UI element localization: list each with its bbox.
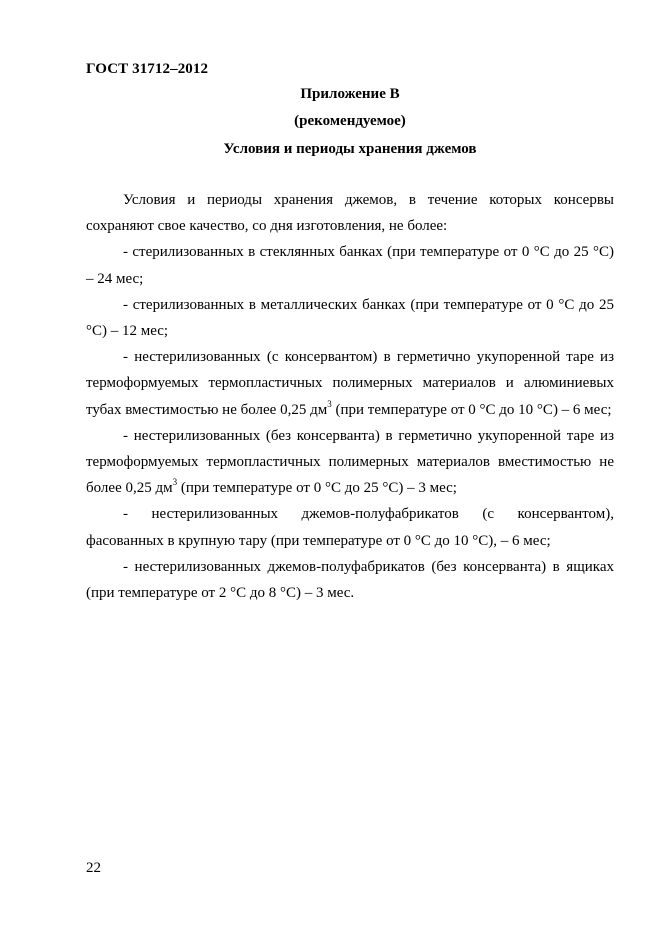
intro-paragraph: Условия и периоды хранения джемов, в течение которых консервы сохраняют свое качество, со дня изготовления, не более: bbox=[86, 192, 614, 235]
document-code: ГОСТ 31712–2012 bbox=[86, 61, 209, 77]
superscript-exponent: 3 bbox=[327, 398, 332, 409]
body-text bbox=[86, 187, 614, 606]
appendix-title: Условия и периоды хранения джемов bbox=[223, 141, 477, 157]
list-item-text: - стерилизованных в стеклянных банках (при температуре от 0 °С до 25 °С) – 24 мес; bbox=[86, 244, 614, 287]
list-item-text: - нестерилизованных джемов-полуфабрикатов (с консервантом), фасованных в крупную тару (при температуре от 0 °С до 10 °С), – 6 мес; bbox=[86, 506, 614, 549]
list-item bbox=[86, 292, 614, 344]
superscript-exponent: 3 bbox=[172, 477, 178, 488]
list-item-text-continued: (при температуре от 0 °С до 10 °С) – 6 мес; bbox=[331, 401, 612, 418]
list-item bbox=[86, 554, 614, 606]
list-item-text: - нестерилизованных (с консервантом) в герметично укупоренной таре из термоформуемых термопластичных полимерных материалов и алюминиевых тубах вместимостью не более 0,25 дм bbox=[86, 349, 614, 418]
list-item bbox=[86, 344, 614, 423]
page-number: 22 bbox=[86, 860, 101, 876]
appendix-status: (рекомендуемое) bbox=[294, 113, 406, 129]
list-item-text-continued: (при температуре от 0 °С до 25 °С) – 3 мес; bbox=[177, 480, 457, 497]
list-item-text: - нестерилизованных джемов-полуфабрикатов (без консерванта) в ящиках (при температуре от 2 °С до 8 °С) – 3 мес. bbox=[86, 558, 614, 602]
list-item-text: - стерилизованных в металлических банках (при температуре от 0 °С до 25 °С) – 12 мес; bbox=[86, 296, 614, 340]
list-item bbox=[86, 239, 614, 291]
list-item bbox=[86, 501, 614, 553]
list-item-text: - нестерилизованных (без консерванта) в герметично укупоренной таре из термоформуемых термопластичных полимерных материалов вместимостью не более 0,25 дм bbox=[86, 427, 614, 497]
appendix-label: Приложение В bbox=[300, 86, 400, 102]
list-item bbox=[86, 423, 614, 502]
